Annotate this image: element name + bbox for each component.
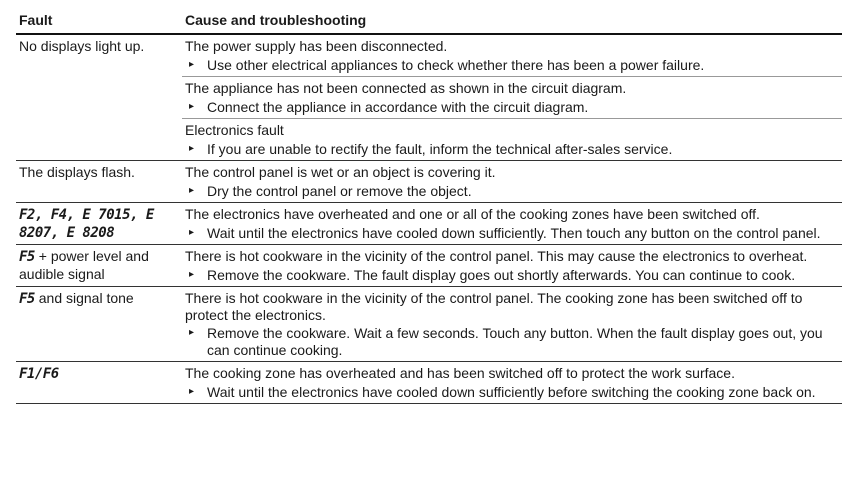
fault-cell — [16, 161, 182, 203]
cause-cell — [182, 362, 842, 404]
header-cause: Cause and troubleshooting — [182, 10, 842, 34]
cause-cell — [182, 245, 842, 287]
remedy-item — [185, 225, 838, 242]
cause-block — [182, 287, 842, 361]
fault-code: F2, F4, E 7015, E 8207, E 8208 — [19, 207, 154, 241]
cause-text: The electronics have overheated and one or all of the cooking zones have been switched off. — [185, 206, 760, 222]
cause-cell — [182, 203, 842, 245]
remedy-text: Connect the appliance in accordance with the circuit diagram. — [207, 98, 589, 115]
remedy-text: Wait until the electronics have cooled down sufficiently. Then touch any button on the control panel. — [207, 224, 821, 241]
fault-cell — [16, 245, 182, 287]
header-fault: Fault — [16, 10, 182, 34]
cause-block — [182, 362, 842, 403]
remedy-text: Use other electrical appliances to check whether there has been a power failure. — [207, 56, 705, 73]
fault-text: No displays light up. — [19, 38, 145, 54]
triangle-bullet-icon: ▸ — [189, 184, 195, 196]
triangle-bullet-icon: ▸ — [189, 142, 195, 154]
cause-cell — [182, 287, 842, 362]
table-row — [16, 287, 842, 362]
remedy-item — [185, 325, 838, 358]
remedy-item — [185, 267, 838, 284]
cause-text: The power supply has been disconnected. — [185, 38, 448, 54]
triangle-bullet-icon: ▸ — [189, 58, 195, 70]
fault-table — [16, 10, 842, 404]
table-row — [16, 34, 842, 161]
triangle-bullet-icon: ▸ — [189, 268, 195, 280]
fault-text: + power level and audible signal — [19, 248, 149, 282]
fault-code: F5 — [19, 249, 35, 265]
cause-cell — [182, 34, 842, 161]
cause-text: Electronics fault — [185, 122, 284, 138]
remedy-item — [185, 57, 838, 74]
remedy-text: Wait until the electronics have cooled down sufficiently before switching the cooking zone back on. — [207, 383, 816, 400]
remedy-text: Remove the cookware. Wait a few seconds. Touch any button. When the fault display goes out, you can continue cooking. — [207, 325, 823, 358]
cause-text: The appliance has not been connected as shown in the circuit diagram. — [185, 80, 627, 96]
triangle-bullet-icon: ▸ — [189, 226, 195, 238]
remedy-text: Remove the cookware. The fault display goes out shortly afterwards. You can continue to cook. — [207, 266, 796, 283]
remedy-text: Dry the control panel or remove the object. — [207, 182, 472, 199]
fault-text: The displays flash. — [19, 164, 135, 180]
fault-rows — [16, 34, 842, 404]
triangle-bullet-icon: ▸ — [189, 385, 195, 397]
table-row — [16, 203, 842, 245]
cause-text: There is hot cookware in the vicinity of the control panel. The cooking zone has been switched off to protect the electronics. — [185, 290, 803, 323]
remedy-item — [185, 384, 838, 401]
remedy-text: If you are unable to rectify the fault, inform the technical after-sales service. — [207, 140, 673, 157]
cause-text: The control panel is wet or an object is covering it. — [185, 164, 496, 180]
fault-code: F5 — [19, 291, 35, 307]
cause-block — [182, 203, 842, 244]
remedy-item — [185, 141, 838, 158]
cause-block — [182, 35, 842, 76]
cause-block — [182, 118, 842, 160]
remedy-item — [185, 183, 838, 200]
fault-code: F1/F6 — [19, 366, 59, 382]
fault-cell — [16, 203, 182, 245]
fault-cell — [16, 287, 182, 362]
remedy-item — [185, 99, 838, 116]
cause-block — [182, 161, 842, 202]
table-header-row — [16, 10, 842, 34]
cause-text: The cooking zone has overheated and has been switched off to protect the work surface. — [185, 365, 735, 381]
triangle-bullet-icon: ▸ — [189, 100, 195, 112]
fault-cell — [16, 362, 182, 404]
fault-text: and signal tone — [34, 290, 134, 306]
cause-block — [182, 245, 842, 286]
cause-block — [182, 76, 842, 118]
fault-cell — [16, 34, 182, 161]
triangle-bullet-icon: ▸ — [189, 327, 195, 338]
cause-text: There is hot cookware in the vicinity of the control panel. This may cause the electronics to overheat. — [185, 248, 808, 264]
cause-cell — [182, 161, 842, 203]
table-row — [16, 362, 842, 404]
table-row — [16, 245, 842, 287]
table-row — [16, 161, 842, 203]
